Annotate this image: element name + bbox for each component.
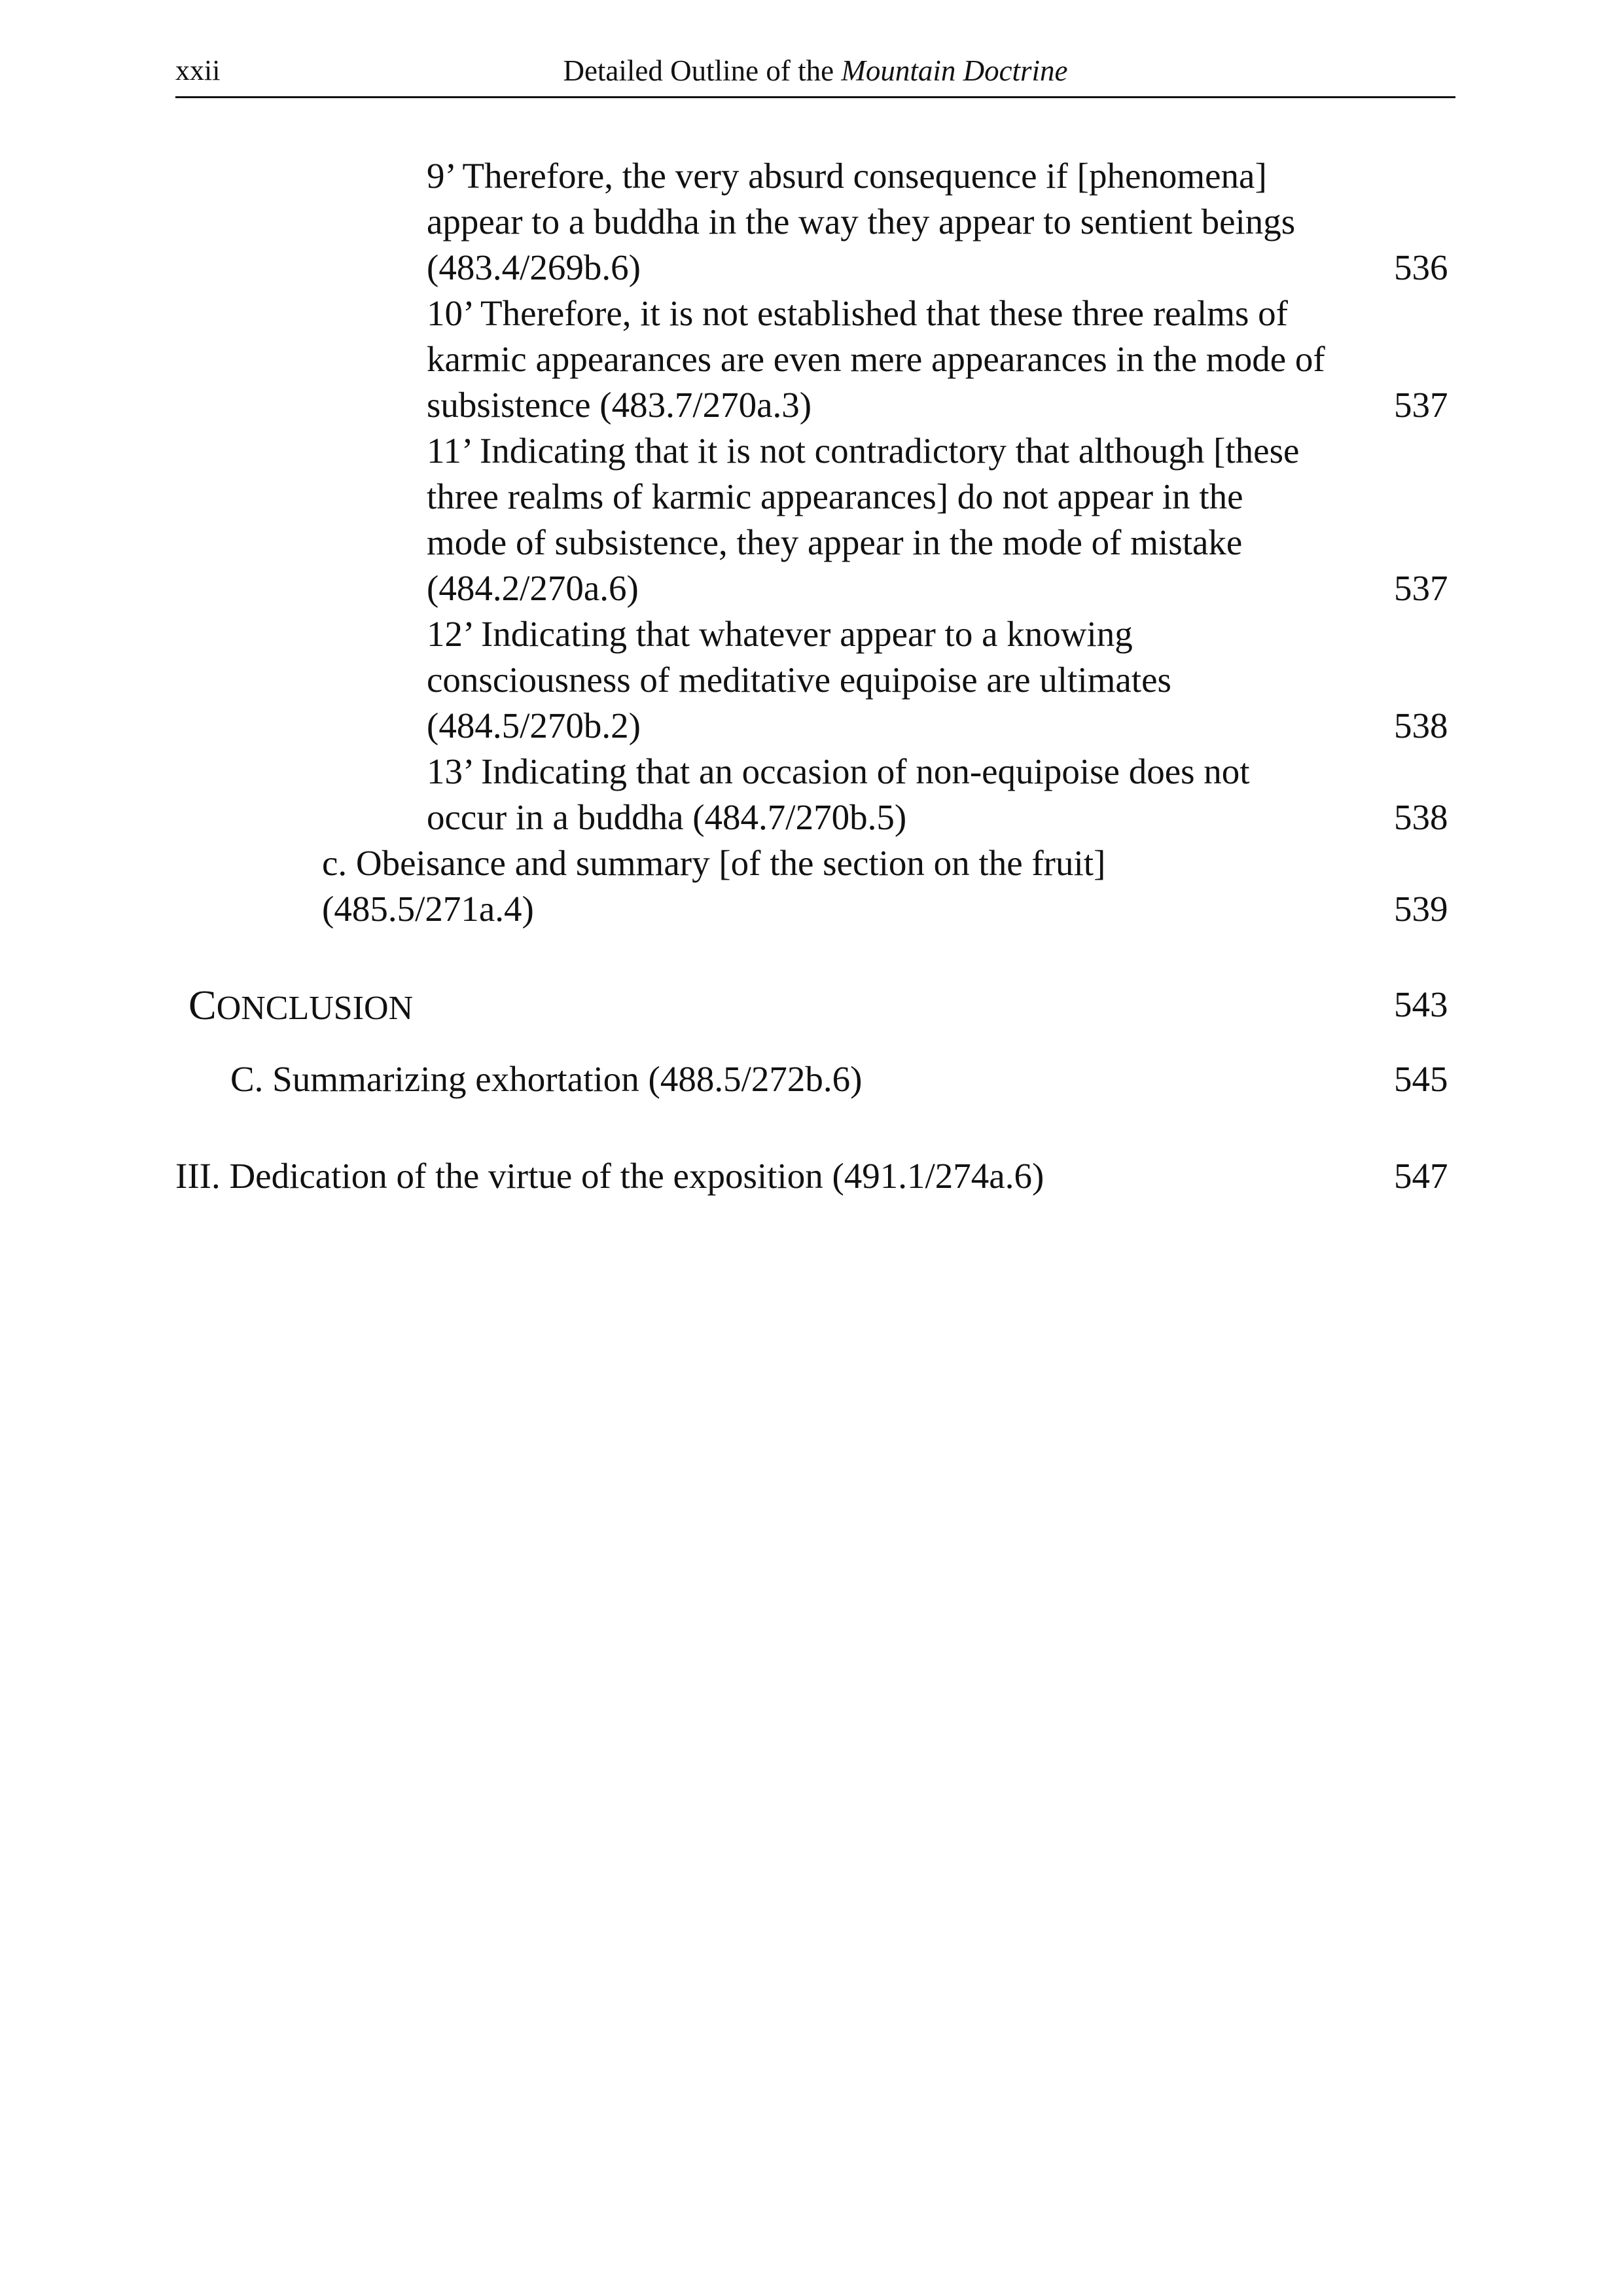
outline-entry-13 [427,749,1250,840]
entry-line: III. Dedication of the virtue of the exposition (491.1/274a.6) [175,1156,1044,1196]
page-ref-538: 538 [1394,706,1448,745]
page-ref-536: 536 [1394,247,1448,287]
entry-line: 10’ Therefore, it is not established that these three realms of [427,293,1288,333]
entry-line: c. Obeisance and summary [of the section on the fruit] [322,843,1106,883]
page-ref-538b: 538 [1394,797,1448,837]
running-title-italic: Mountain Doctrine [841,54,1068,87]
page-number: xxii [175,54,221,86]
entry-line: 11’ Indicating that it is not contradictory that although [these [427,431,1300,471]
entry-line: three realms of karmic appearances] do not appear in the [427,476,1243,516]
page-ref-537: 537 [1394,385,1448,425]
entry-line: 12’ Indicating that whatever appear to a knowing [427,614,1133,654]
entry-line: (483.4/269b.6) [427,247,641,287]
outline-entry-c [322,840,1105,932]
section-heading-conclusion [188,979,413,1035]
entry-line: mode of subsistence, they appear in the mode of mistake [427,522,1243,562]
heading-rest: ONCLUSION [216,990,414,1027]
running-header [175,51,1455,98]
entry-line: subsistence (483.7/270a.3) [427,385,812,425]
entry-line: appear to a buddha in the way they appear to sentient beings [427,202,1296,242]
entry-line: consciousness of meditative equipoise are ultimates [427,660,1171,700]
heading-initial: C [188,982,217,1028]
outline-entry-summarizing [230,1056,862,1102]
entry-line: (485.5/271a.4) [322,889,534,929]
outline-entry-10 [427,291,1325,428]
outline-entry-12 [427,611,1171,749]
page-ref-537b: 537 [1394,568,1448,608]
entry-line: 13’ Indicating that an occasion of non-equipoise does not [427,751,1250,791]
running-title-prefix: Detailed Outline of the [563,54,842,87]
page-ref-543: 543 [1394,984,1448,1024]
header-rule [175,96,1455,98]
entry-line: occur in a buddha (484.7/270b.5) [427,797,907,837]
outline-entry-9 [427,153,1295,291]
entry-line: (484.2/270a.6) [427,568,639,608]
outline-entry-dedication [175,1153,1044,1199]
page-ref-539: 539 [1394,889,1448,929]
page-ref-547: 547 [1394,1156,1448,1196]
entry-line: C. Summarizing exhortation (488.5/272b.6) [230,1059,863,1099]
page-ref-545: 545 [1394,1059,1448,1099]
entry-line: karmic appearances are even mere appearances in the mode of [427,339,1325,379]
running-title [175,51,1455,90]
entry-line: 9’ Therefore, the very absurd consequence if [phenomena] [427,156,1267,196]
outline-entry-11 [427,428,1299,611]
entry-line: (484.5/270b.2) [427,706,641,745]
